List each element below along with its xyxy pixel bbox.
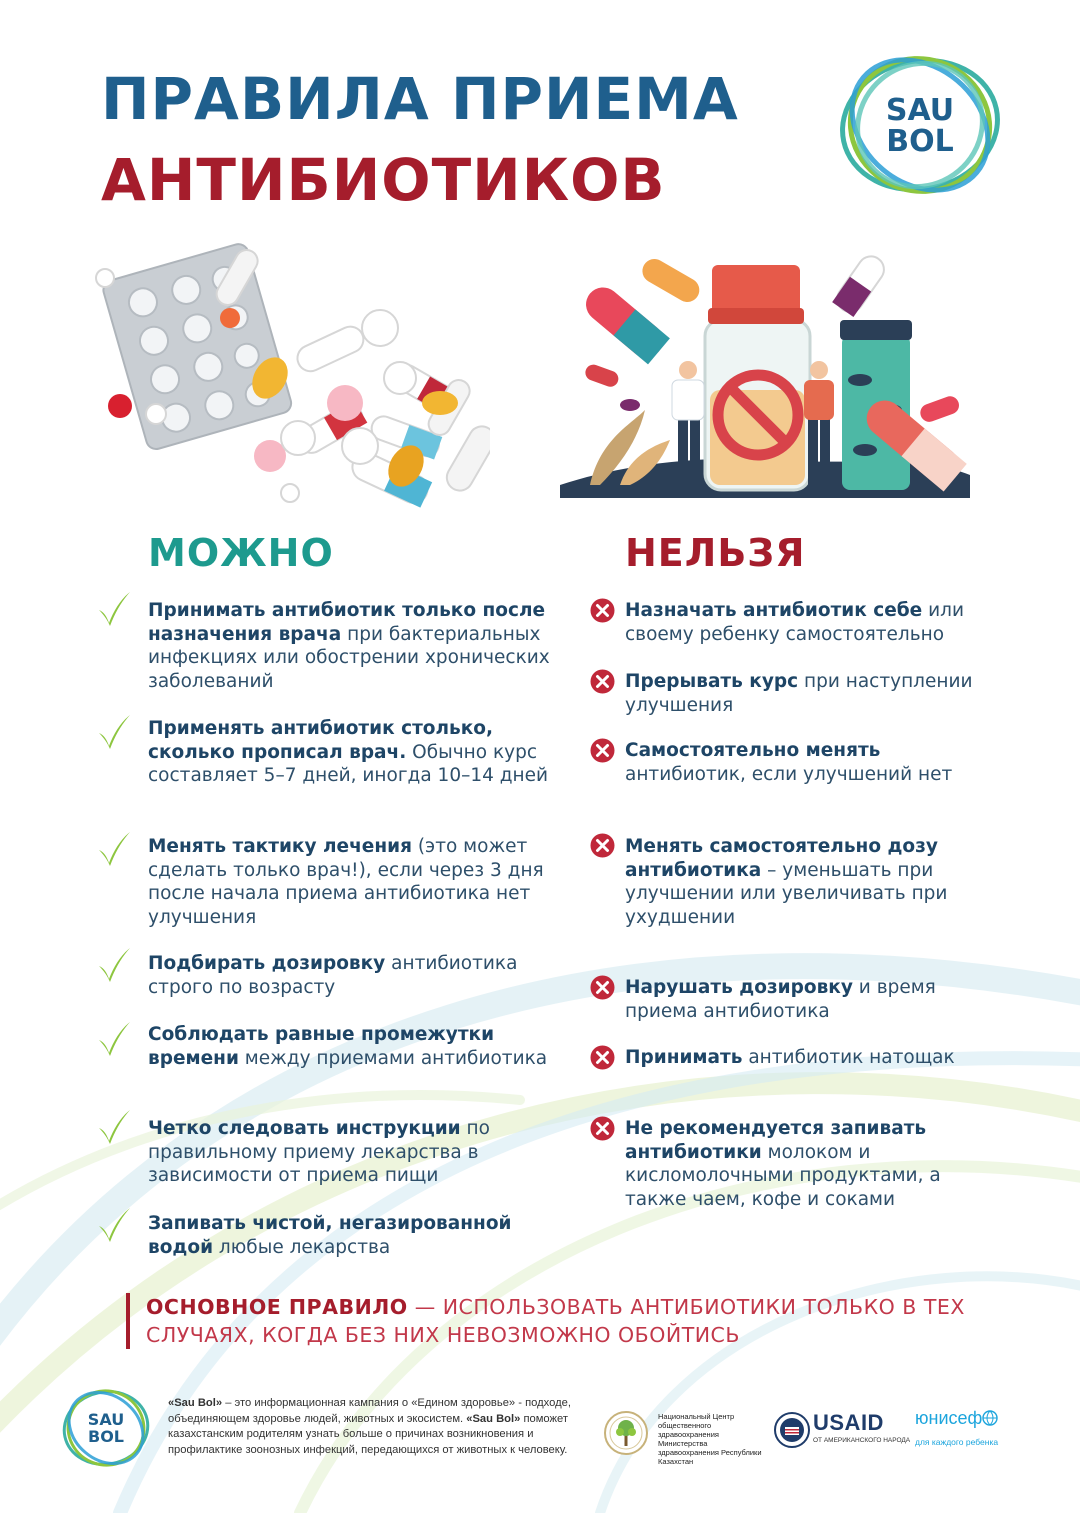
prohibition-illustration bbox=[560, 240, 980, 500]
title-line-1: ПРАВИЛА ПРИЕМА bbox=[101, 65, 739, 133]
logo-small-text-bottom: BOL bbox=[88, 1427, 124, 1446]
unicef-logo bbox=[915, 1408, 998, 1429]
check-icon bbox=[96, 830, 132, 868]
can-item-1: Принимать антибиотик только после назначения врача при бактериальных инфекциях или обострении хронических заболеваний bbox=[148, 600, 550, 692]
campaign-description: «Sau Bol» – это информационная кампания о «Едином здоровье» - подходе, объединяющем здоровье людей, животных и экосистем. «Sau Bol» поможет казахстанским родителям узнать больше о причинах возникновения и профилактике зоонозных инфекций, передающихся от животных к человеку. bbox=[168, 1397, 571, 1456]
cannot-item-2: Прерывать курс при наступлении улучшения bbox=[625, 671, 973, 716]
unicef-wordmark: юнисеф bbox=[915, 1408, 983, 1428]
x-circle-icon bbox=[590, 1045, 615, 1070]
logo-text-top: SAU bbox=[885, 93, 955, 128]
x-circle-icon bbox=[590, 669, 615, 694]
check-icon bbox=[96, 713, 132, 751]
unicef-tagline: для каждого ребенка bbox=[915, 1437, 999, 1447]
cannot-item-5: Нарушать дозировку и время приема антибиотика bbox=[625, 977, 936, 1022]
logo-text-bottom: BOL bbox=[886, 124, 954, 159]
x-circle-icon bbox=[590, 738, 615, 763]
ministry-text: Национальный Центр общественного здравоохранения Министерства здравоохранения Республики Казахстан bbox=[658, 1412, 762, 1466]
can-heading: МОЖНО bbox=[148, 531, 334, 575]
us-seal-icon bbox=[774, 1412, 810, 1448]
logo-small-text-top: SAU bbox=[87, 1410, 125, 1429]
cannot-item-4: Менять самостоятельно дозу антибиотика – уменьшать при улучшении или увеличивать при ухудшении bbox=[625, 836, 948, 928]
main-rule: ОСНОВНОЕ ПРАВИЛО — ИСПОЛЬЗОВАТЬ АНТИБИОТИКИ ТОЛЬКО В ТЕХ СЛУЧАЯХ, КОГДА БЕЗ НИХ НЕВОЗМОЖНО ОБОЙТИСЬ bbox=[126, 1293, 976, 1349]
saubol-logo bbox=[832, 50, 1007, 200]
check-icon bbox=[96, 590, 132, 628]
cannot-item-7: Не рекомендуется запивать антибиотики молоком и кисломолочными продуктами, а также чаем, кофе и соками bbox=[625, 1118, 941, 1210]
page-title bbox=[101, 65, 739, 214]
can-item-2: Применять антибиотик столько, сколько прописал врач. Обычно курс составляет 5–7 дней, иногда 10–14 дней bbox=[148, 718, 549, 786]
can-item-3: Менять тактику лечения (это может сделать только врач!), если через 3 дня после начала приема антибиотика нет улучшения bbox=[148, 836, 544, 928]
x-circle-icon bbox=[590, 1116, 615, 1141]
can-item-4: Подбирать дозировку антибиотика строго по возрасту bbox=[148, 953, 518, 998]
check-icon bbox=[96, 946, 132, 984]
check-icon bbox=[96, 1020, 132, 1058]
globe-icon bbox=[982, 1410, 998, 1426]
usaid-wordmark: USAID bbox=[813, 1410, 884, 1435]
cannot-item-6: Принимать антибиотик натощак bbox=[625, 1047, 955, 1068]
x-circle-icon bbox=[590, 598, 615, 623]
pills-illustration bbox=[90, 238, 490, 518]
check-icon bbox=[96, 1206, 132, 1244]
title-line-2: АНТИБИОТИКОВ bbox=[101, 146, 666, 214]
x-circle-icon bbox=[590, 833, 615, 858]
can-item-6: Четко следовать инструкции по правильному приему лекарства в зависимости от приема пищи bbox=[148, 1118, 490, 1186]
cannot-heading: НЕЛЬЗЯ bbox=[625, 531, 806, 575]
cannot-item-3: Самостоятельно менять антибиотик, если улучшений нет bbox=[625, 740, 953, 785]
saubol-logo-small bbox=[58, 1385, 154, 1471]
ministry-emblem-icon bbox=[603, 1410, 649, 1456]
check-icon bbox=[96, 1108, 132, 1146]
cannot-item-1: Назначать антибиотик себе или своему ребенку самостоятельно bbox=[625, 600, 964, 645]
usaid-tagline: ОТ АМЕРИКАНСКОГО НАРОДА bbox=[813, 1437, 911, 1444]
x-circle-icon bbox=[590, 975, 615, 1000]
can-item-7: Запивать чистой, негазированной водой любые лекарства bbox=[148, 1213, 512, 1258]
can-item-5: Соблюдать равные промежутки времени между приемами антибиотика bbox=[148, 1024, 548, 1069]
